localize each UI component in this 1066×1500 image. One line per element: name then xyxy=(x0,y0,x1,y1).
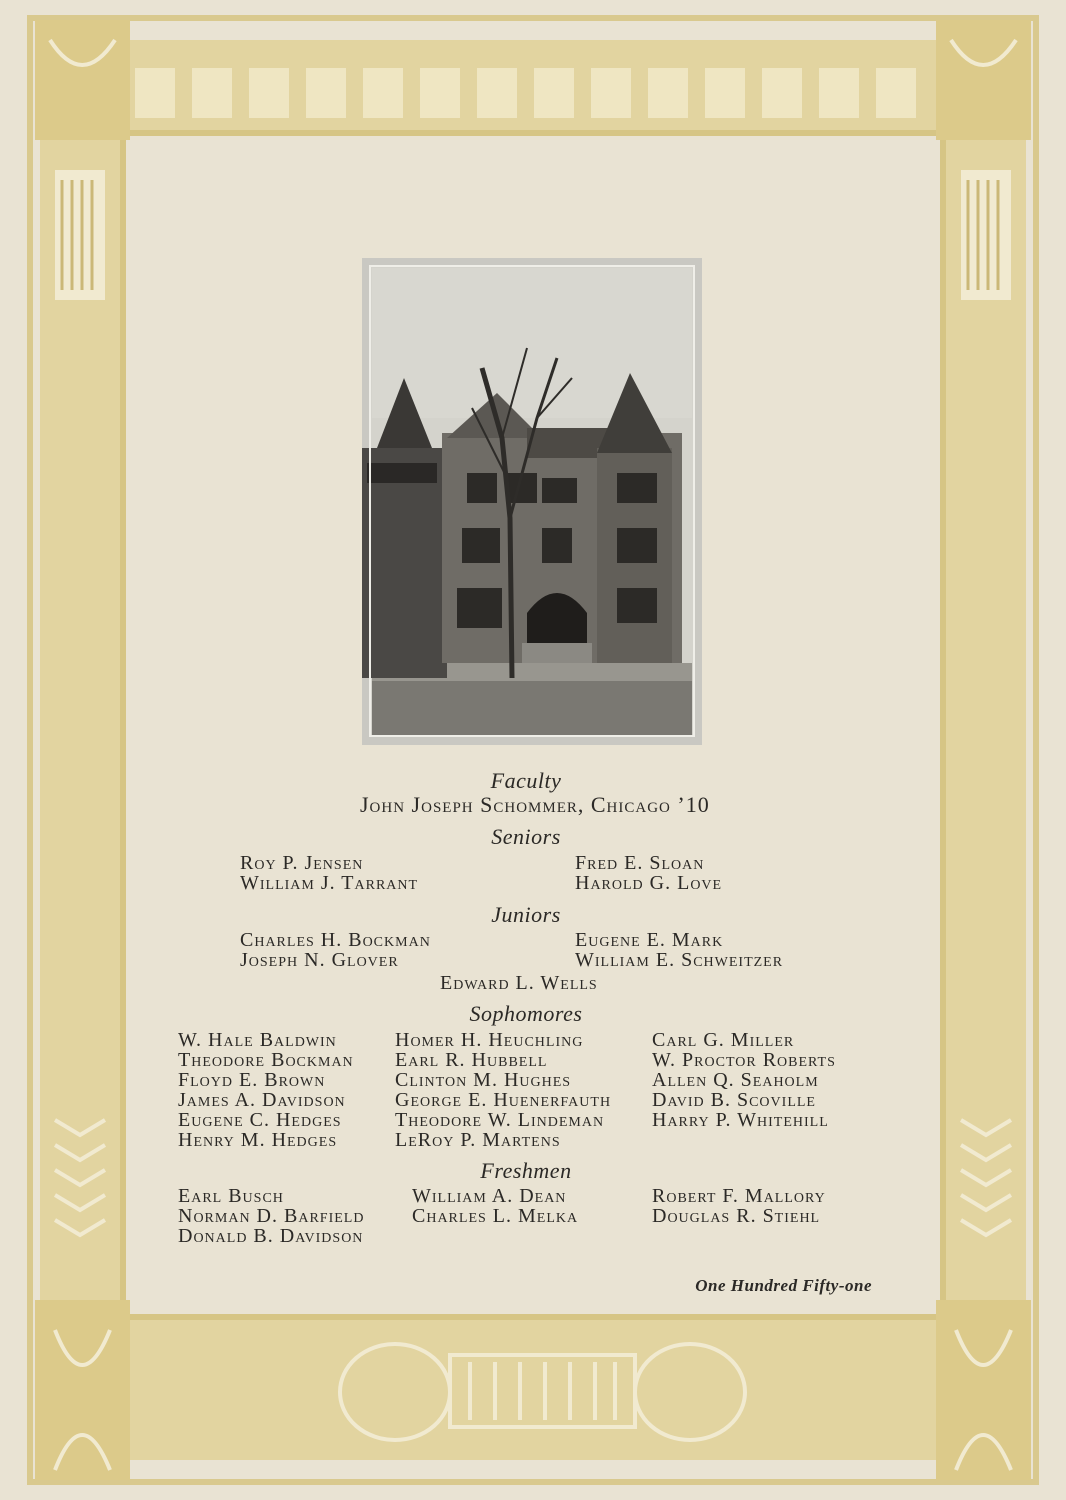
freshman-name: Robert F. Mallory xyxy=(652,1185,826,1207)
page-number: One Hundred Fifty-one xyxy=(695,1276,872,1295)
junior-name: Joseph N. Glover xyxy=(240,949,399,971)
sophomore-name: Theodore W. Lindeman xyxy=(395,1109,605,1131)
sophomore-name: Allen Q. Seaholm xyxy=(652,1069,819,1091)
sophomore-name: George E. Huenerfauth xyxy=(395,1089,612,1111)
sophomore-name: James A. Davidson xyxy=(178,1089,346,1111)
sophomores-heading: Sophomores xyxy=(469,1001,583,1026)
senior-name: Roy P. Jensen xyxy=(240,852,364,874)
juniors-heading: Juniors xyxy=(491,902,561,927)
junior-name: Eugene E. Mark xyxy=(575,929,724,951)
sophomore-name: Henry M. Hedges xyxy=(178,1129,338,1151)
seniors-heading: Seniors xyxy=(491,824,561,849)
freshman-name: Charles L. Melka xyxy=(412,1205,579,1227)
junior-name: Charles H. Bockman xyxy=(240,929,431,951)
sophomore-name: David B. Scoville xyxy=(652,1089,816,1111)
senior-name: Harold G. Love xyxy=(575,872,723,894)
faculty-heading: Faculty xyxy=(490,768,562,793)
sophomore-name: Eugene C. Hedges xyxy=(178,1109,342,1131)
sophomore-name: Clinton M. Hughes xyxy=(395,1069,572,1091)
freshman-name: Norman D. Barfield xyxy=(178,1205,365,1227)
sophomore-name: Homer H. Heuchling xyxy=(395,1029,584,1051)
freshmen-heading: Freshmen xyxy=(480,1158,572,1183)
junior-name: William E. Schweitzer xyxy=(575,949,784,971)
faculty-name: John Joseph Schommer, Chicago ’10 xyxy=(360,792,710,817)
sophomore-name: Carl G. Miller xyxy=(652,1029,795,1051)
sophomore-name: Floyd E. Brown xyxy=(178,1069,326,1091)
freshman-name: Douglas R. Stiehl xyxy=(652,1205,821,1227)
freshman-name: Donald B. Davidson xyxy=(178,1225,364,1247)
sophomore-name: Theodore Bockman xyxy=(178,1049,354,1071)
sophomore-name: LeRoy P. Martens xyxy=(395,1129,561,1151)
sophomore-name: Earl R. Hubbell xyxy=(395,1049,548,1071)
senior-name: Fred E. Sloan xyxy=(575,852,705,874)
freshman-name: Earl Busch xyxy=(178,1185,284,1207)
sophomore-name: Harry P. Whitehill xyxy=(652,1109,829,1131)
junior-name: Edward L. Wells xyxy=(440,972,598,994)
freshman-name: William A. Dean xyxy=(412,1185,567,1207)
senior-name: William J. Tarrant xyxy=(240,872,419,894)
sophomore-name: W. Proctor Roberts xyxy=(652,1049,836,1071)
sophomore-name: W. Hale Baldwin xyxy=(178,1029,337,1051)
